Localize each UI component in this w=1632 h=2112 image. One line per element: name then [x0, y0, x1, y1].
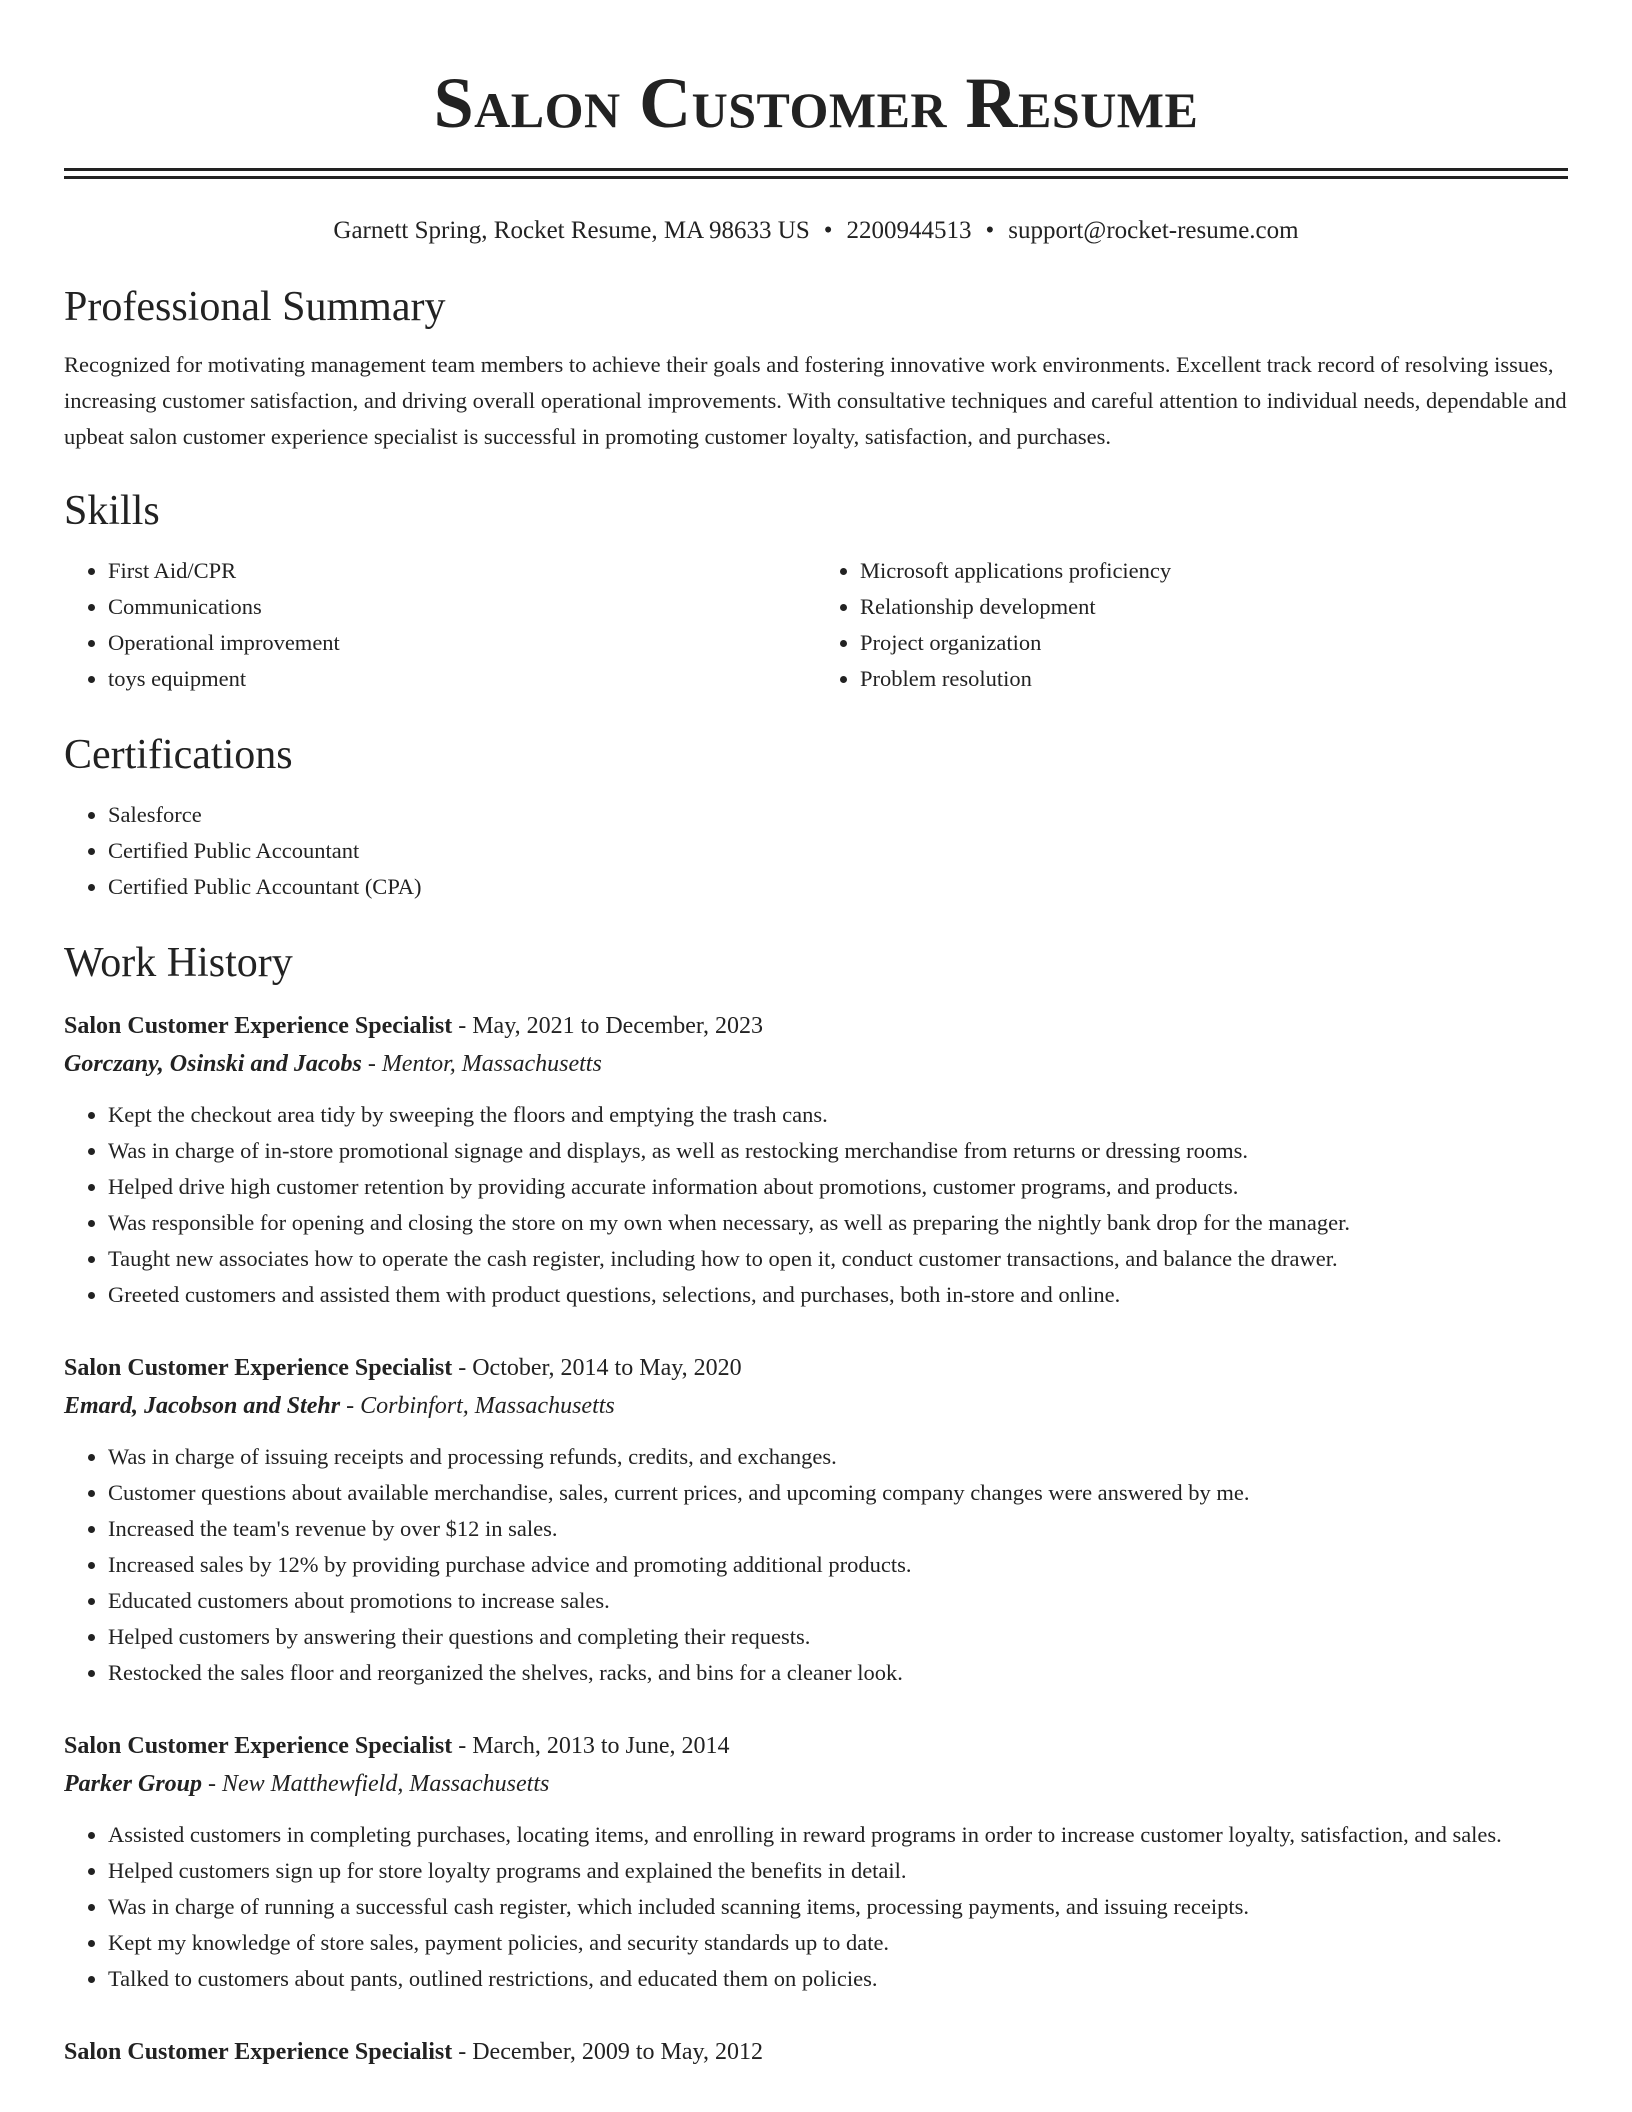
- certifications-list: [64, 797, 1568, 905]
- job-title-line: [64, 2033, 1568, 2071]
- job-dash: -: [361, 1051, 382, 1077]
- contact-separator: •: [823, 217, 833, 244]
- job-title: Salon Customer Experience Specialist: [64, 1355, 453, 1381]
- certification-item: • Certified Public Accountant (CPA): [108, 869, 1568, 905]
- certification-item: • Certified Public Accountant: [108, 833, 1568, 869]
- job-bullet: • Helped customers by answering their questions and completing their requests.: [108, 1619, 1568, 1655]
- job-dates: March, 2013 to June, 2014: [472, 1733, 730, 1759]
- job-title-line: [64, 1727, 1568, 1765]
- skills-list-left: [64, 553, 816, 697]
- job-dates: October, 2014 to May, 2020: [472, 1355, 742, 1381]
- summary-text: Recognized for motivating management team members to achieve their goals and fostering innovative work environments. Excellent track record of resolving issues, increasing customer satisfaction, and driving overall operational improvements. With consultative techniques and careful attention to individual needs, dependable and upbeat salon customer experience specialist is successful in promoting customer loyalty, satisfaction, and purchases.: [64, 352, 1567, 449]
- job-entry: [64, 1727, 1568, 1997]
- job-bullet: • Assisted customers in completing purchases, locating items, and enrolling in reward programs in order to increase customer loyalty, satisfaction, and sales.: [108, 1817, 1568, 1853]
- section-heading-summary: Professional Summary: [64, 284, 446, 330]
- job-location: New Matthewfield, Massachusetts: [222, 1771, 550, 1797]
- section-heading-skills: Skills: [64, 488, 160, 534]
- contact-phone: 2200944513: [846, 217, 972, 244]
- contact-address: Garnett Spring, Rocket Resume, MA 98633 US: [333, 217, 810, 244]
- skill-item: • toys equipment: [108, 661, 816, 697]
- job-company: Emard, Jacobson and Stehr: [64, 1393, 341, 1419]
- title-rule-bottom: [64, 176, 1568, 179]
- section-heading-work-history: Work History: [64, 940, 293, 986]
- work-history-section: [64, 935, 1568, 2071]
- job-title: Salon Customer Experience Specialist: [64, 2039, 453, 2065]
- job-title: Salon Customer Experience Specialist: [64, 1013, 453, 1039]
- skill-item: • First Aid/CPR: [108, 553, 816, 589]
- job-company-line: [64, 1765, 1568, 1803]
- job-bullets: [64, 1097, 1568, 1313]
- job-bullet: • Increased sales by 12% by providing purchase advice and promoting additional products.: [108, 1547, 1568, 1583]
- certifications-section: [64, 727, 1568, 905]
- skill-item: • Relationship development: [860, 589, 1568, 625]
- job-bullet: • Was in charge of running a successful cash register, which included scanning items, processing payments, and issuing receipts.: [108, 1889, 1568, 1925]
- job-dates: December, 2009 to May, 2012: [472, 2039, 763, 2065]
- job-bullet: • Restocked the sales floor and reorganized the shelves, racks, and bins for a cleaner look.: [108, 1655, 1568, 1691]
- job-company: Parker Group: [64, 1771, 203, 1797]
- job-location: Corbinfort, Massachusetts: [360, 1393, 615, 1419]
- job-bullet: • Kept the checkout area tidy by sweeping the floors and emptying the trash cans.: [108, 1097, 1568, 1133]
- skill-item: • Communications: [108, 589, 816, 625]
- job-bullets: [64, 1817, 1568, 1997]
- job-dash: -: [452, 1013, 473, 1039]
- job-bullet: • Greeted customers and assisted them with product questions, selections, and purchases, both in-store and online.: [108, 1277, 1568, 1313]
- job-bullet: • Was responsible for opening and closing the store on my own when necessary, as well as preparing the nightly bank drop for the manager.: [108, 1205, 1568, 1241]
- title-rule-top: [64, 168, 1568, 171]
- job-dash: -: [452, 1733, 473, 1759]
- job-entry: [64, 1349, 1568, 1691]
- job-bullet: • Taught new associates how to operate the cash register, including how to open it, conduct customer transactions, and balance the drawer.: [108, 1241, 1568, 1277]
- skills-list-right: [816, 553, 1568, 697]
- job-title: Salon Customer Experience Specialist: [64, 1733, 453, 1759]
- skill-item: • Microsoft applications proficiency: [860, 553, 1568, 589]
- professional-summary-section: [64, 279, 1568, 455]
- resume-title: Salon Customer Resume: [433, 63, 1199, 143]
- job-bullet: • Kept my knowledge of store sales, payment policies, and security standards up to date.: [108, 1925, 1568, 1961]
- job-bullet: • Was in charge of issuing receipts and processing refunds, credits, and exchanges.: [108, 1439, 1568, 1475]
- skill-item: • Problem resolution: [860, 661, 1568, 697]
- job-company-line: [64, 1045, 1568, 1083]
- job-bullet: • Customer questions about available merchandise, sales, current prices, and upcoming company changes were answered by me.: [108, 1475, 1568, 1511]
- job-company-line: [64, 1387, 1568, 1425]
- job-bullet: • Increased the team's revenue by over $12 in sales.: [108, 1511, 1568, 1547]
- resume-page: [64, 0, 1568, 2071]
- job-dash: -: [340, 1393, 361, 1419]
- job-bullet: • Educated customers about promotions to increase sales.: [108, 1583, 1568, 1619]
- certification-item: • Salesforce: [108, 797, 1568, 833]
- skill-item: • Project organization: [860, 625, 1568, 661]
- skills-columns: [64, 553, 1568, 697]
- job-bullet: • Talked to customers about pants, outlined restrictions, and educated them on policies.: [108, 1961, 1568, 1997]
- job-dates: May, 2021 to December, 2023: [472, 1013, 763, 1039]
- job-bullet: • Was in charge of in-store promotional signage and displays, as well as restocking merchandise from returns or dressing rooms.: [108, 1133, 1568, 1169]
- section-heading-certifications: Certifications: [64, 732, 293, 778]
- job-bullet: • Helped customers sign up for store loyalty programs and explained the benefits in detail.: [108, 1853, 1568, 1889]
- skill-item: • Operational improvement: [108, 625, 816, 661]
- skills-section: [64, 483, 1568, 697]
- job-bullet: • Helped drive high customer retention by providing accurate information about promotions, customer programs, and products.: [108, 1169, 1568, 1205]
- job-bullets: [64, 1439, 1568, 1691]
- contact-line: [64, 213, 1568, 249]
- job-company: Gorczany, Osinski and Jacobs: [64, 1051, 362, 1077]
- job-entry: [64, 1007, 1568, 1313]
- job-dash: -: [202, 1771, 223, 1797]
- job-title-line: [64, 1349, 1568, 1387]
- job-dash: -: [452, 1355, 473, 1381]
- contact-separator: •: [985, 217, 995, 244]
- contact-email: support@rocket-resume.com: [1008, 217, 1299, 244]
- job-entry: [64, 2033, 1568, 2071]
- job-title-line: [64, 1007, 1568, 1045]
- job-location: Mentor, Massachusetts: [381, 1051, 602, 1077]
- job-dash: -: [452, 2039, 473, 2065]
